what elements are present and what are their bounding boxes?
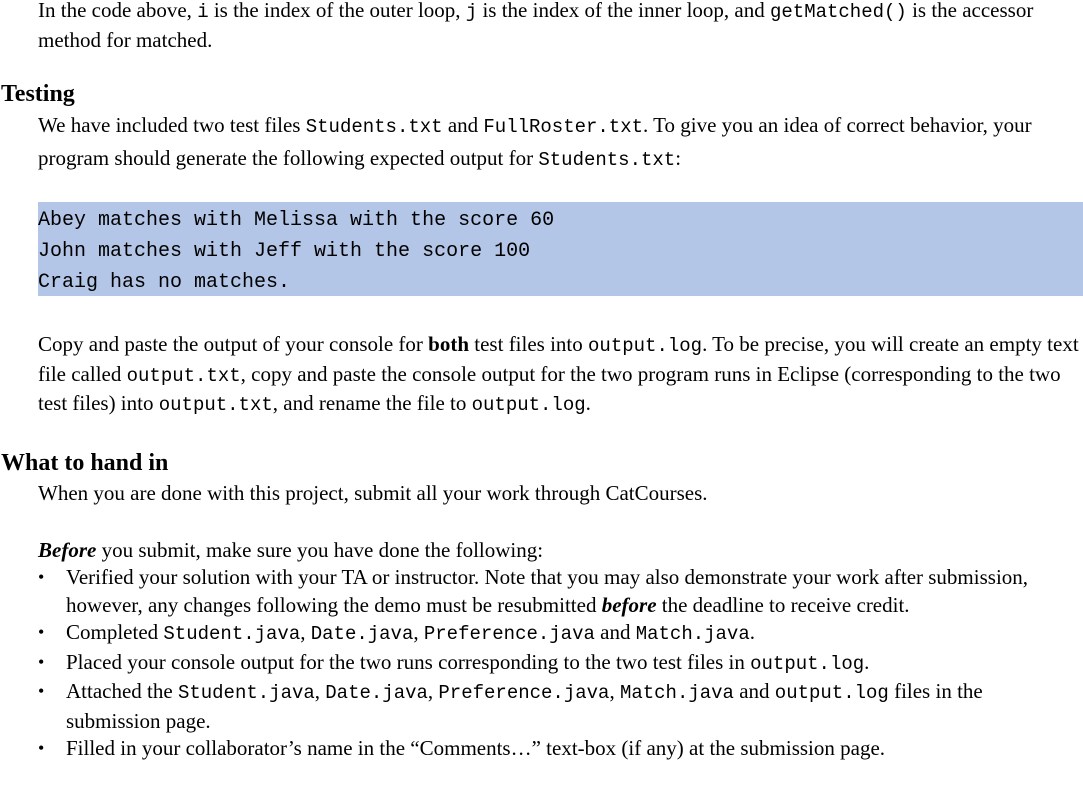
code-line: Abey matches with Melissa with the score 60 bbox=[38, 209, 555, 232]
handin-heading: What to hand in bbox=[1, 450, 169, 476]
checklist-item: • Attached the Student.java, Date.java, Preference.java, Match.java and output.log files in the submission page. bbox=[38, 678, 1081, 735]
checklist bbox=[38, 564, 1081, 763]
output-instructions-paragraph: Copy and paste the output of your console for both test files into output.log. To be precise, you will create an empty text file called output.txt, copy and paste the console output for the two program runs in Eclipse (corresponding to the two test files) into output.txt, and rename the file to output.log. bbox=[38, 332, 1079, 416]
checklist-item: • Placed your console output for the two runs corresponding to the two test files in output.log. bbox=[38, 649, 1081, 679]
checklist-item: • Completed Student.java, Date.java, Preference.java and Match.java. bbox=[38, 619, 1081, 649]
expected-output-code-block bbox=[38, 202, 1083, 296]
submit-paragraph: When you are done with this project, submit all your work through CatCourses. bbox=[38, 481, 708, 505]
code-line: Craig has no matches. bbox=[38, 271, 291, 294]
checklist-item: • Filled in your collaborator’s name in the “Comments…” text-box (if any) at the submission page. bbox=[38, 735, 1081, 763]
before-paragraph: Before you submit, make sure you have done the following: bbox=[38, 538, 544, 562]
testing-paragraph: We have included two test files Students.txt and FullRoster.txt. To give you an idea of correct behavior, your program should generate the following expected output for Students.txt: bbox=[38, 113, 1032, 171]
checklist-item: • Verified your solution with your TA or instructor. Note that you may also demonstrate your work after submission, however, any changes following the demo must be resubmitted before the deadline to receive credit. bbox=[38, 564, 1081, 619]
code-line: John matches with Jeff with the score 100 bbox=[38, 240, 531, 263]
intro-paragraph: In the code above, i is the index of the outer loop, j is the index of the inner loop, and getMatched() is the accessor method for matched. bbox=[38, 0, 1034, 52]
testing-heading: Testing bbox=[1, 81, 75, 107]
